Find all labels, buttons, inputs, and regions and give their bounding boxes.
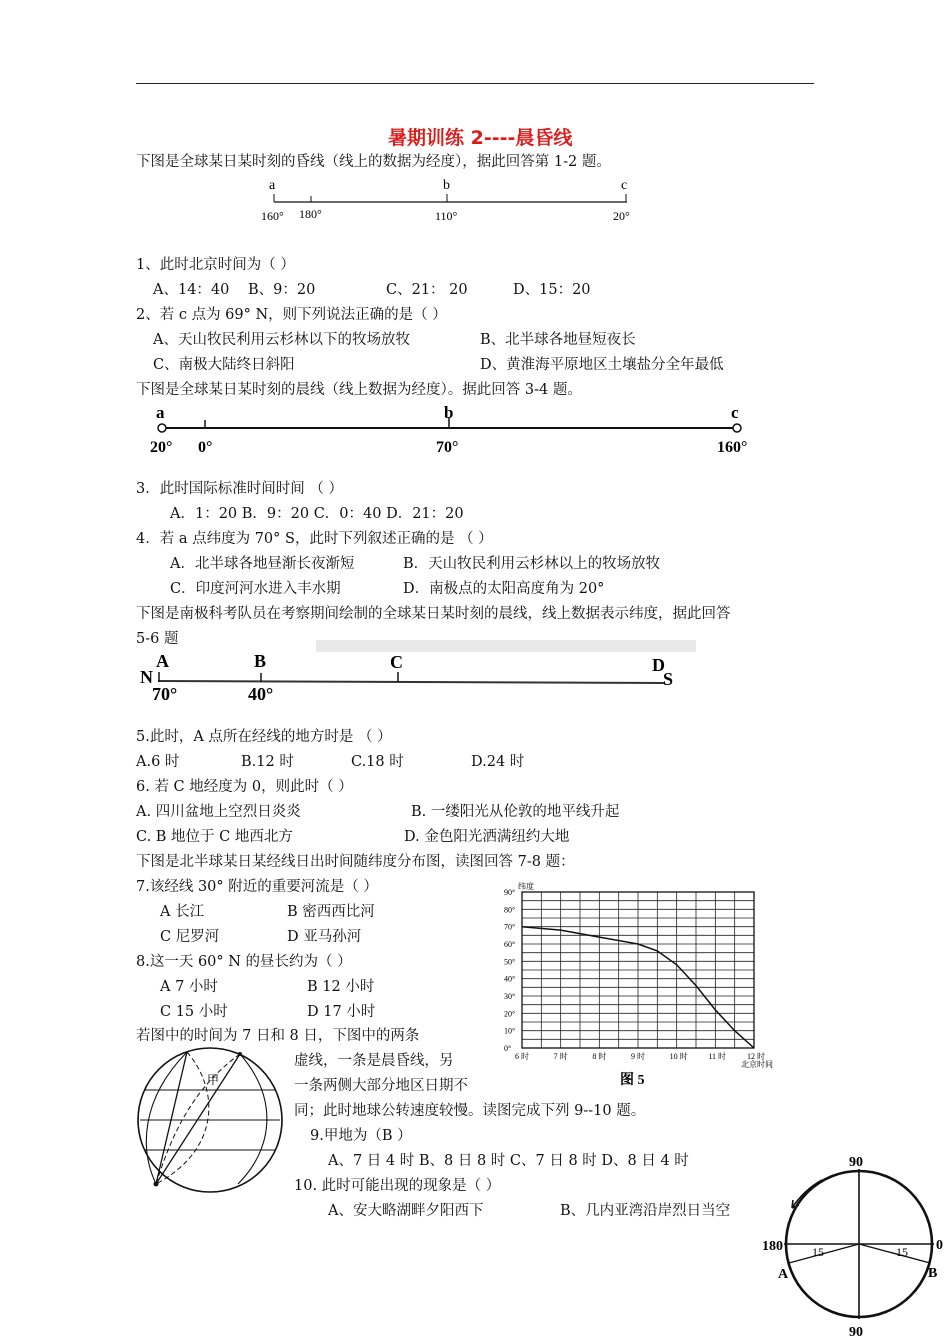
globe-label-jia: 甲 bbox=[207, 1073, 220, 1087]
question-5: 5.此时，A 点所在经线的地方时是 （ ） bbox=[136, 729, 392, 745]
chart5-ytick: 20° bbox=[504, 1009, 516, 1019]
fig2-label-c: c bbox=[731, 403, 739, 422]
fig3-label-a: A bbox=[156, 651, 169, 671]
fig3-label-b: B bbox=[254, 651, 267, 671]
q7-option-a: A 长江 bbox=[160, 904, 205, 920]
fig2-label-b: b bbox=[444, 403, 454, 422]
question-1: 1、此时北京时间为（ ） bbox=[136, 257, 295, 273]
chart5-ylabel: 纬度 bbox=[518, 882, 534, 891]
fig2-tick-0: 0° bbox=[198, 439, 213, 456]
chart5-xtick: 8 时 bbox=[592, 1052, 607, 1061]
polar-label-a: A bbox=[778, 1267, 789, 1282]
chart5-xticks bbox=[515, 1051, 765, 1061]
chart5-caption: 图 5 bbox=[620, 1073, 645, 1088]
q5-option-b: B.12 时 bbox=[241, 754, 294, 770]
q9-10-intro-line4: 同；此时地球公转速度较慢。读图完成下列 9--10 题。 bbox=[294, 1103, 646, 1119]
question-9: 9.甲地为（B ） bbox=[310, 1128, 412, 1144]
fig1-label-a: a bbox=[269, 178, 276, 193]
q1-option-b: B、9：20 bbox=[248, 282, 316, 298]
chart5-xlabel: 北京时间 bbox=[741, 1060, 773, 1069]
question-10: 10. 此时可能出现的现象是（ ） bbox=[294, 1178, 501, 1194]
intro-q5-6-line2: 5-6 题 bbox=[136, 631, 179, 647]
q7-option-b: B 密西西比河 bbox=[287, 904, 375, 920]
chart5-ytick: 60° bbox=[504, 940, 516, 949]
q7-option-d: D 亚马孙河 bbox=[287, 929, 362, 945]
chart5-xtick: 10 时 bbox=[669, 1052, 688, 1061]
q9-10-intro-line1: 若图中的时间为 7 日和 8 日，下图中的两条 bbox=[136, 1028, 420, 1044]
q5-option-a: A.6 时 bbox=[136, 754, 180, 770]
fig1-label-c: c bbox=[621, 178, 628, 193]
fig2-tick-70: 70° bbox=[436, 439, 459, 456]
chart5-xtick: 12 时 bbox=[747, 1052, 765, 1061]
question-3: 3．此时国际标准时间时间 （ ） bbox=[136, 481, 343, 497]
chart5-xtick: 9 时 bbox=[631, 1052, 645, 1061]
fig1-tick-110: 110° bbox=[435, 209, 458, 223]
q10-option-a: A、安大略湖畔夕阳西下 bbox=[328, 1203, 484, 1219]
q10-option-b: B、几内亚湾沿岸烈日当空 bbox=[560, 1203, 731, 1219]
dawn-line-figure bbox=[140, 400, 780, 462]
q2-option-d: D、黄淮海平原地区土壤盐分全年最低 bbox=[480, 357, 724, 373]
q4-option-d: D．南极点的太阳高度角为 20° bbox=[403, 581, 605, 597]
q9-10-intro-line2: 虚线，一条是晨昏线，另 bbox=[294, 1053, 454, 1069]
fig2-tick-160: 160° bbox=[717, 439, 748, 456]
fig3-label-s: S bbox=[663, 669, 674, 689]
q9-options: A、7 日 4 时 B、8 日 8 时 C、7 日 8 时 D、8 日 4 时 bbox=[328, 1153, 689, 1169]
chart5-grid bbox=[522, 892, 754, 1048]
q5-option-d: D.24 时 bbox=[471, 754, 525, 770]
chart5-ytick: 50° bbox=[504, 957, 516, 967]
q7-option-c: C 尼罗河 bbox=[160, 929, 220, 945]
chart5-yticks bbox=[504, 888, 515, 1053]
sunrise-latitude-chart bbox=[490, 880, 780, 1090]
chart5-ytick: 30° bbox=[504, 992, 516, 1001]
q8-option-c: C 15 小时 bbox=[160, 1004, 228, 1020]
q1-option-d: D、15：20 bbox=[513, 282, 591, 298]
antarctic-dawn-line-figure bbox=[136, 640, 696, 706]
question-4: 4．若 a 点纬度为 70° S，此时下列叙述正确的是 （ ） bbox=[136, 531, 493, 547]
fig3-label-c: C bbox=[390, 652, 403, 672]
q6-option-d: D. 金色阳光洒满纽约大地 bbox=[404, 829, 570, 845]
fig3-tick-40: 40° bbox=[248, 684, 274, 704]
q2-option-c: C、南极大陆终日斜阳 bbox=[153, 357, 295, 373]
intro-q5-6-line1: 下图是南极科考队员在考察期间绘制的全球某日某时刻的晨线，线上数据表示纬度，据此回答 bbox=[136, 606, 731, 622]
polar-label-0: 0 bbox=[936, 1238, 943, 1253]
chart5-ytick: 10° bbox=[504, 1026, 516, 1036]
q4-option-b: B．天山牧民利用云杉林以上的牧场放牧 bbox=[403, 556, 661, 572]
intro-q7-8: 下图是北半球某日某经线日出时间随纬度分布图，读图回答 7-8 题： bbox=[136, 854, 575, 870]
fig2-label-a: a bbox=[156, 403, 165, 422]
header-rule bbox=[136, 83, 814, 84]
chart5-ytick: 40° bbox=[504, 974, 516, 984]
page-title: 暑期训练 2----晨昏线 bbox=[388, 127, 573, 149]
polar-view-figure bbox=[760, 1150, 950, 1344]
polar-label-b: B bbox=[928, 1266, 938, 1281]
q5-option-c: C.18 时 bbox=[351, 754, 404, 770]
question-2: 2、若 c 点为 69° N，则下列说法正确的是（ ） bbox=[136, 307, 447, 323]
q6-option-c: C. B 地位于 C 地西北方 bbox=[136, 829, 293, 845]
q1-option-c: C、21： 20 bbox=[386, 282, 468, 298]
fig1-tick-20: 20° bbox=[613, 209, 630, 223]
fig1-tick-160: 160° bbox=[261, 209, 284, 223]
q8-option-a: A 7 小时 bbox=[160, 979, 218, 995]
q4-option-a: A．北半球各地昼渐长夜渐短 bbox=[170, 556, 355, 572]
polar-label-180: 180 bbox=[762, 1239, 783, 1254]
dusk-line-figure bbox=[255, 176, 645, 228]
chart5-ytick: 0° bbox=[504, 1044, 512, 1053]
fig3-label-d: D bbox=[652, 655, 665, 675]
chart5-xtick: 11 时 bbox=[708, 1052, 727, 1061]
q6-option-a: A. 四川盆地上空烈日炎炎 bbox=[136, 804, 301, 820]
polar-label-top-90: 90 bbox=[849, 1155, 863, 1170]
q4-option-c: C．印度河河水进入丰水期 bbox=[170, 581, 341, 597]
q8-option-d: D 17 小时 bbox=[307, 1004, 376, 1020]
chart5-ytick: 90° bbox=[504, 888, 516, 897]
q6-option-b: B. 一缕阳光从伦敦的地平线升起 bbox=[411, 804, 620, 820]
fig3-tick-70: 70° bbox=[152, 684, 178, 704]
fig2-tick-20: 20° bbox=[150, 439, 173, 456]
polar-angle-left: 15 bbox=[812, 1245, 824, 1259]
globe-figure bbox=[130, 1040, 290, 1200]
fig3-label-n: N bbox=[140, 667, 153, 687]
question-7: 7.该经线 30° 附近的重要河流是（ ） bbox=[136, 879, 378, 895]
chart5-xtick: 6 时 bbox=[515, 1052, 529, 1061]
q2-option-b: B、北半球各地昼短夜长 bbox=[480, 332, 636, 348]
q1-option-a: A、14：40 bbox=[153, 282, 230, 298]
chart5-xtick: 7 时 bbox=[553, 1052, 568, 1061]
fig1-tick-180: 180° bbox=[299, 207, 322, 221]
chart5-ytick: 80° bbox=[504, 905, 516, 915]
question-8: 8.这一天 60° N 的昼长约为（ ） bbox=[136, 954, 352, 970]
polar-angle-right: 15 bbox=[896, 1245, 908, 1259]
polar-label-bottom-90: 90 bbox=[849, 1325, 863, 1340]
chart5-ytick: 70° bbox=[504, 922, 516, 932]
question-6: 6. 若 C 地经度为 0，则此时（ ） bbox=[136, 779, 353, 795]
intro-q1-2: 下图是全球某日某时刻的昏线（线上的数据为经度），据此回答第 1-2 题。 bbox=[136, 154, 611, 170]
q9-10-intro-line3: 一条两侧大部分地区日期不 bbox=[294, 1078, 468, 1094]
q8-option-b: B 12 小时 bbox=[307, 979, 375, 995]
fig1-label-b: b bbox=[443, 178, 450, 193]
intro-q3-4: 下图是全球某日某时刻的晨线（线上数据为经度）。据此回答 3-4 题。 bbox=[136, 382, 582, 398]
q2-option-a: A、天山牧民利用云杉林以下的牧场放牧 bbox=[153, 332, 410, 348]
q3-options: A．1：20 B．9：20 C．0：40 D．21：20 bbox=[170, 506, 464, 522]
